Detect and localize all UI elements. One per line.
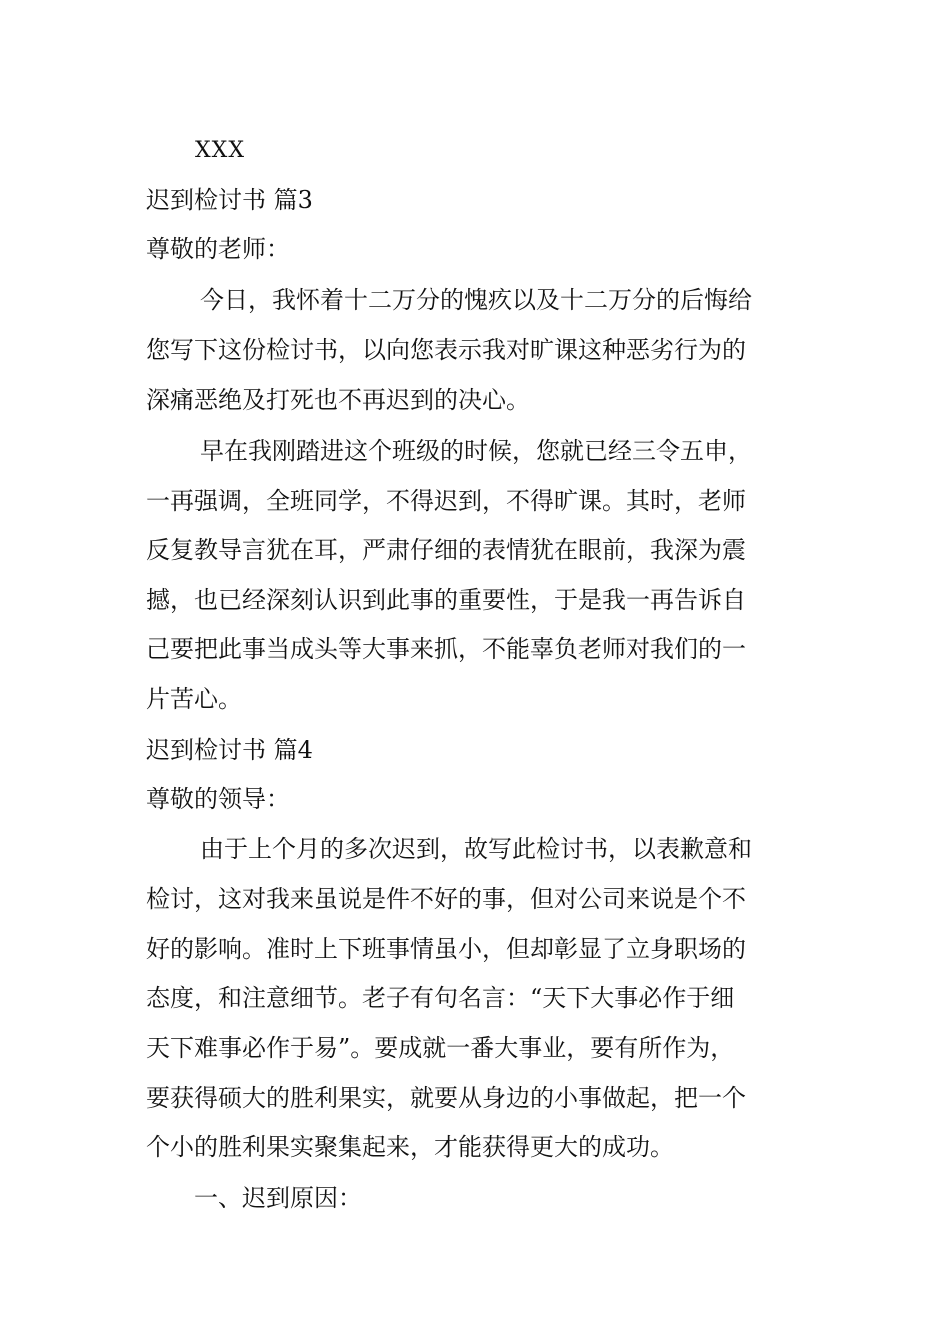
paragraph-line: 反复教导言犹在耳，严肃仔细的表情犹在眼前，我深为震 <box>146 536 746 564</box>
paragraph-line: 深痛恶绝及打死也不再迟到的决心。 <box>146 386 530 414</box>
paragraph-line: 要获得硕大的胜利果实，就要从身边的小事做起，把一个 <box>146 1084 746 1112</box>
paragraph-line: 己要把此事当成头等大事来抓，不能辜负老师对我们的一 <box>146 635 746 663</box>
paragraph-line: 您写下这份检讨书，以向您表示我对旷课这种恶劣行为的 <box>146 336 746 364</box>
paragraph-line: 早在我刚踏进这个班级的时候，您就已经三令五申， <box>200 437 752 465</box>
paragraph-line: 由于上个月的多次迟到，故写此检讨书，以表歉意和 <box>200 835 752 863</box>
signature: XXX <box>195 138 245 163</box>
paragraph-line: 态度，和注意细节。老子有句名言：“天下大事必作于细 <box>146 984 735 1012</box>
subheading-lateness-reasons: 一、迟到原因： <box>194 1184 362 1212</box>
paragraph-line: 一再强调，全班同学，不得迟到，不得旷课。其时，老师 <box>146 487 746 515</box>
paragraph-line: 天下难事必作于易”。要成就一番大事业，要有所作为， <box>146 1034 735 1062</box>
paragraph-line: 片苦心。 <box>146 685 242 713</box>
paragraph-line: 好的影响。准时上下班事情虽小，但却彰显了立身职场的 <box>146 935 746 963</box>
paragraph-line: 撼，也已经深刻认识到此事的重要性，于是我一再告诉自 <box>146 586 746 614</box>
section-heading-4: 迟到检讨书 篇4 <box>146 736 313 764</box>
salutation-teacher: 尊敬的老师： <box>146 235 290 263</box>
paragraph-line: 今日，我怀着十二万分的愧疚以及十二万分的后悔给 <box>200 286 752 314</box>
paragraph-line: 检讨，这对我来虽说是件不好的事，但对公司来说是个不 <box>146 885 746 913</box>
section-heading-3: 迟到检讨书 篇3 <box>146 186 313 214</box>
salutation-leader: 尊敬的领导： <box>146 785 290 813</box>
paragraph-line: 个小的胜利果实聚集起来，才能获得更大的成功。 <box>146 1133 674 1161</box>
